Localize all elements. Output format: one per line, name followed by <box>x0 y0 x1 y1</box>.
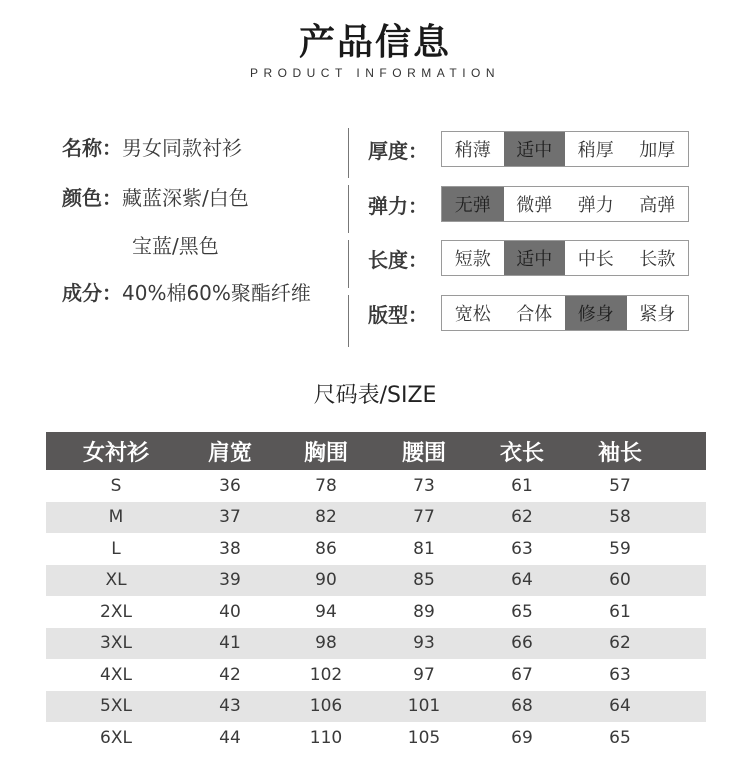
table-cell: 57 <box>609 475 631 496</box>
table-cell: 97 <box>413 664 435 685</box>
table-cell: 41 <box>219 633 241 654</box>
attribute-option: 长款 <box>639 249 676 270</box>
table-cell: 67 <box>511 664 533 685</box>
table-cell: 86 <box>315 538 337 559</box>
table-row <box>46 470 706 502</box>
attribute-label: 长度： <box>368 248 428 272</box>
attribute-option: 微弹 <box>516 195 553 216</box>
table-cell: 43 <box>219 696 241 717</box>
attribute-label: 版型： <box>368 303 428 327</box>
table-cell: 42 <box>219 664 241 685</box>
divider-line <box>348 185 349 233</box>
name-label: 名称： <box>62 136 122 160</box>
table-cell: 69 <box>511 727 533 748</box>
attribute-option: 紧身 <box>639 304 676 325</box>
table-cell: 62 <box>609 633 631 654</box>
table-cell: L <box>111 538 121 559</box>
info-row-material <box>62 277 311 306</box>
table-cell: 60 <box>609 570 631 591</box>
size-table-body <box>46 470 706 754</box>
table-cell: 2XL <box>100 601 132 622</box>
table-cell: XL <box>105 570 127 591</box>
table-cell: 77 <box>413 507 435 528</box>
table-row <box>46 565 706 597</box>
table-row <box>46 533 706 565</box>
table-cell: 90 <box>315 570 337 591</box>
table-cell: 105 <box>407 727 441 748</box>
table-cell: 65 <box>609 727 631 748</box>
table-row <box>46 628 706 660</box>
table-cell: 101 <box>407 696 441 717</box>
table-cell: 85 <box>413 570 435 591</box>
table-cell: 6XL <box>100 727 132 748</box>
attribute-options <box>441 295 689 331</box>
table-cell: 73 <box>413 475 435 496</box>
table-cell: 98 <box>315 633 337 654</box>
table-cell: 58 <box>609 507 631 528</box>
attribute-options <box>441 186 689 222</box>
table-cell: 93 <box>413 633 435 654</box>
attribute-option: 短款 <box>454 249 491 270</box>
attribute-options <box>441 240 689 276</box>
info-row-color <box>62 182 249 211</box>
attribute-option: 加厚 <box>639 140 676 161</box>
table-cell: 36 <box>219 475 241 496</box>
color-value-1: 藏蓝深紫/白色 <box>122 186 249 210</box>
table-cell: 94 <box>315 601 337 622</box>
table-cell: 61 <box>609 601 631 622</box>
table-cell: 38 <box>219 538 241 559</box>
size-table-header <box>46 432 706 470</box>
table-row <box>46 722 706 754</box>
table-row <box>46 596 706 628</box>
table-row <box>46 502 706 534</box>
table-header-cell: 衣长 <box>499 440 544 466</box>
divider-line <box>348 240 349 288</box>
table-cell: 5XL <box>100 696 132 717</box>
attribute-label: 弹力： <box>368 194 428 218</box>
attribute-option: 稍薄 <box>454 140 491 161</box>
table-cell: 68 <box>511 696 533 717</box>
attribute-option: 适中 <box>504 132 566 166</box>
attribute-option: 适中 <box>504 241 566 275</box>
color-value-2: 宝蓝/黑色 <box>132 234 219 258</box>
material-label: 成分： <box>62 281 122 305</box>
table-cell: 64 <box>511 570 533 591</box>
table-cell: 89 <box>413 601 435 622</box>
attribute-option: 中长 <box>577 249 614 270</box>
divider-line <box>348 295 349 347</box>
table-header-cell: 胸围 <box>303 440 348 466</box>
size-table <box>46 432 706 754</box>
attribute-options <box>441 131 689 167</box>
table-cell: 64 <box>609 696 631 717</box>
attribute-option: 高弹 <box>639 195 676 216</box>
table-cell: 78 <box>315 475 337 496</box>
attribute-option: 宽松 <box>454 304 491 325</box>
attribute-option: 合体 <box>516 304 553 325</box>
attribute-label: 厚度： <box>368 139 428 163</box>
table-header-cell: 袖长 <box>597 440 642 466</box>
table-cell: 63 <box>609 664 631 685</box>
table-cell: 61 <box>511 475 533 496</box>
table-cell: 39 <box>219 570 241 591</box>
table-row <box>46 691 706 723</box>
table-cell: 3XL <box>100 633 132 654</box>
table-header-cell: 腰围 <box>401 440 446 466</box>
table-cell: 37 <box>219 507 241 528</box>
attribute-option: 弹力 <box>577 195 614 216</box>
table-cell: M <box>108 507 124 528</box>
info-row-color-cont <box>132 230 219 259</box>
page-title: 产品信息 <box>298 21 451 63</box>
table-cell: 63 <box>511 538 533 559</box>
table-cell: 102 <box>309 664 343 685</box>
table-cell: 82 <box>315 507 337 528</box>
info-row-name <box>62 132 242 161</box>
table-cell: 66 <box>511 633 533 654</box>
table-cell: 44 <box>219 727 241 748</box>
size-table-title: 尺码表/SIZE <box>313 383 437 408</box>
attribute-option: 修身 <box>565 296 627 330</box>
material-value: 40%棉60%聚酯纤维 <box>122 281 311 305</box>
table-cell: 110 <box>309 727 343 748</box>
table-header-cell: 女衬衫 <box>82 440 149 466</box>
table-cell: 59 <box>609 538 631 559</box>
table-cell: 81 <box>413 538 435 559</box>
table-header-cell: 肩宽 <box>207 440 252 466</box>
table-cell: 4XL <box>100 664 132 685</box>
table-cell: 65 <box>511 601 533 622</box>
table-cell: S <box>110 475 122 496</box>
divider-line <box>348 128 349 178</box>
name-value: 男女同款衬衫 <box>122 136 242 160</box>
table-cell: 62 <box>511 507 533 528</box>
table-row <box>46 659 706 691</box>
table-cell: 40 <box>219 601 241 622</box>
attribute-option: 无弹 <box>442 187 504 221</box>
table-cell: 106 <box>309 696 343 717</box>
color-label: 颜色： <box>62 186 122 210</box>
page-subtitle: PRODUCT INFORMATION <box>249 66 501 80</box>
attribute-option: 稍厚 <box>577 140 614 161</box>
